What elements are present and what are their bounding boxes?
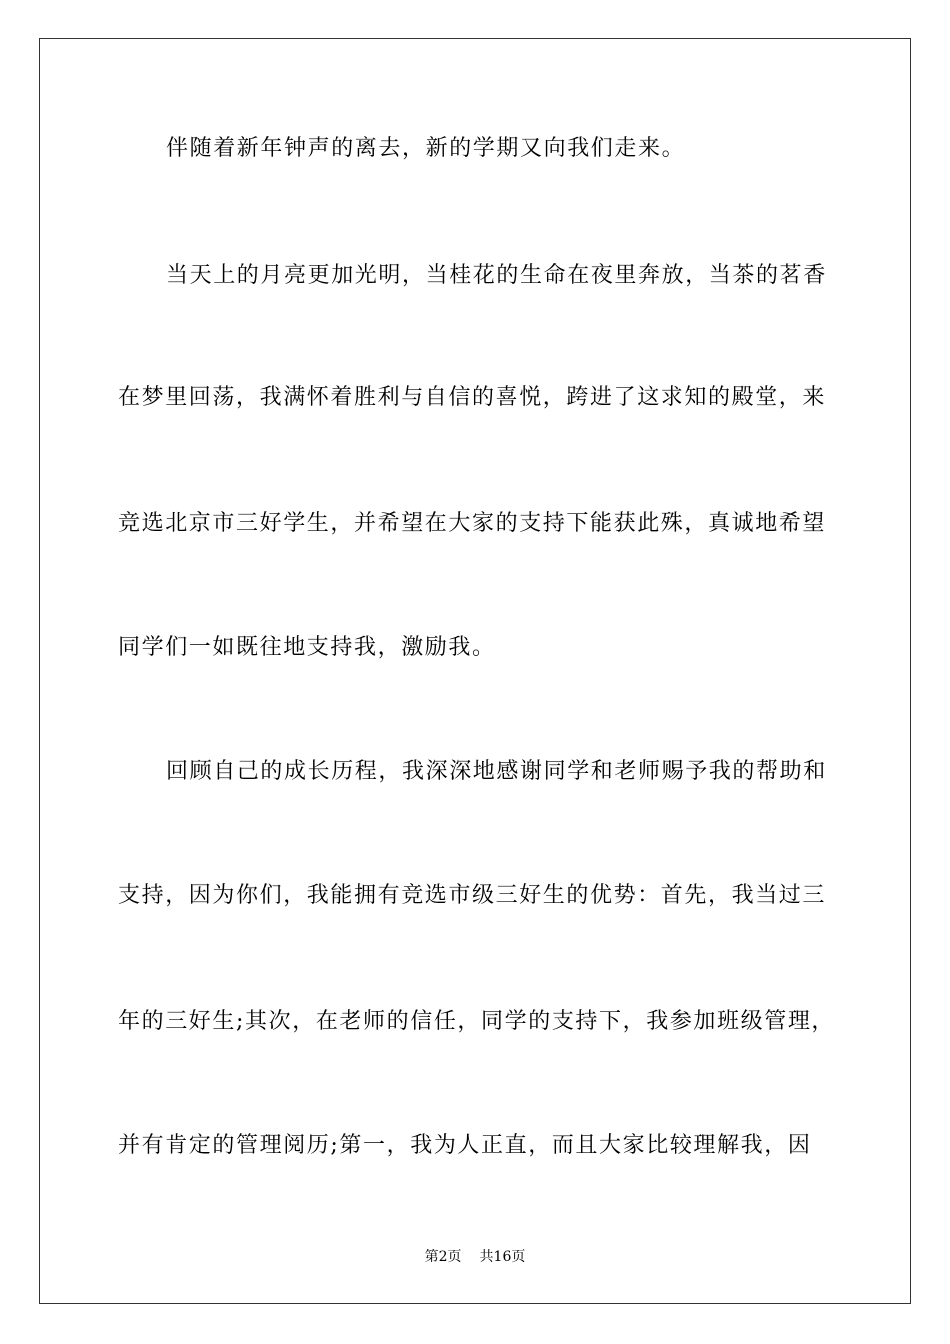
- paragraph-line: 竞选北京市三好学生，并希望在大家的支持下能获此殊，真诚地希望: [118, 511, 827, 536]
- paragraph-line: 年的三好生;其次，在老师的信任，同学的支持下，我参加班级管理，: [118, 1009, 836, 1034]
- paragraph-line: 并有肯定的管理阅历;第一，我为人正直，而且大家比较理解我，因: [118, 1133, 812, 1158]
- page-border: [39, 38, 911, 1304]
- page-number: 第2页: [424, 1249, 462, 1265]
- page-total: 共16页: [479, 1249, 526, 1265]
- paragraph-line: 同学们一如既往地支持我，激励我。: [118, 635, 496, 660]
- paragraph-line: 支持，因为你们，我能拥有竞选市级三好生的优势：首先，我当过三: [118, 883, 827, 908]
- paragraph-line: 在梦里回荡，我满怀着胜利与自信的喜悦，跨进了这求知的殿堂，来: [118, 385, 827, 410]
- paragraph-line: 当天上的月亮更加光明，当桂花的生命在夜里奔放，当茶的茗香: [166, 263, 827, 288]
- paragraph-line: 伴随着新年钟声的离去，新的学期又向我们走来。: [166, 136, 686, 161]
- page-footer: [0, 1248, 950, 1266]
- paragraph-line: 回顾自己的成长历程，我深深地感谢同学和老师赐予我的帮助和: [166, 759, 827, 784]
